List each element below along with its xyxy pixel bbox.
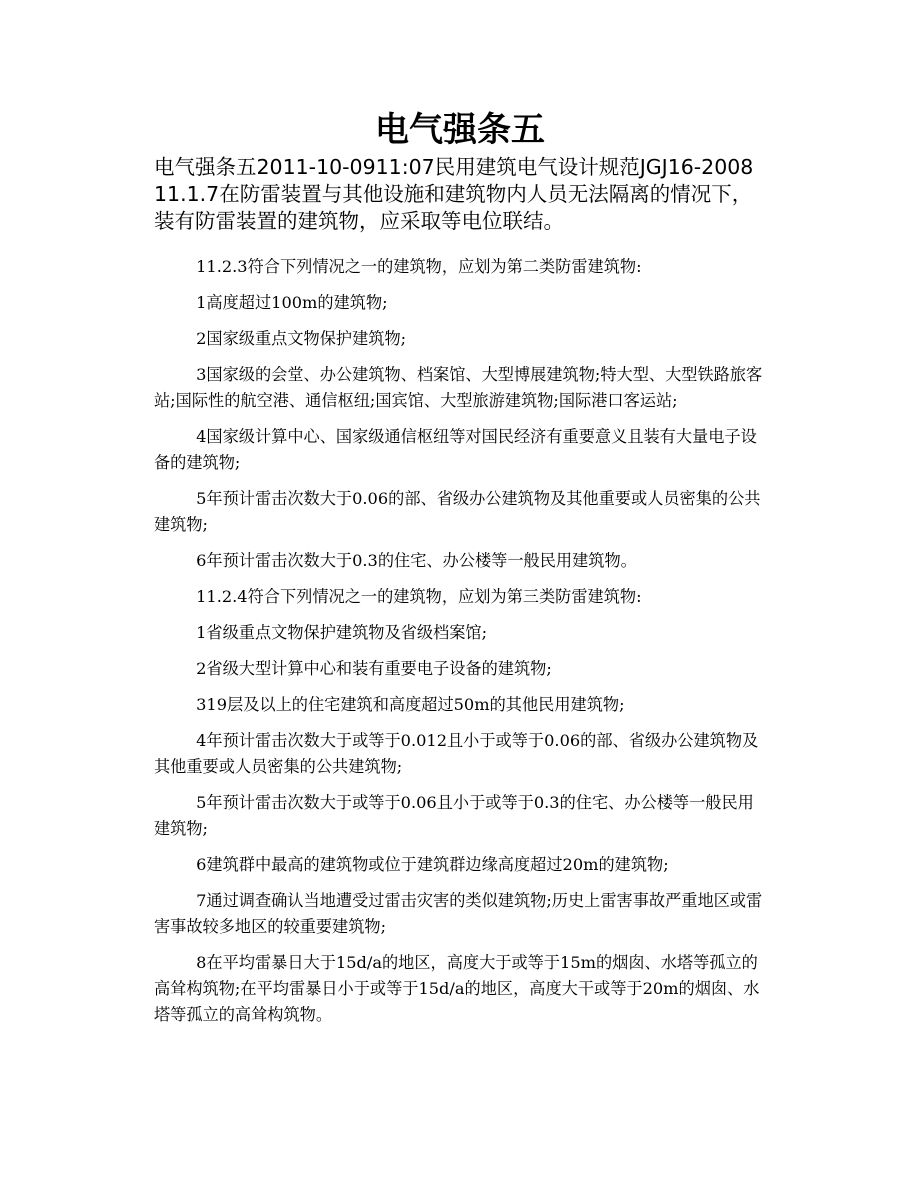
paragraph: 6年预计雷击次数大于0.3的住宅、办公楼等一般民用建筑物。 — [196, 551, 637, 570]
document-title: 电气强条五 — [375, 110, 545, 150]
paragraph: 6建筑群中最高的建筑物或位于建筑群边缘高度超过20m的建筑物; — [196, 855, 669, 874]
paragraph: 319层及以上的住宅建筑和高度超过50m的其他民用建筑物; — [196, 695, 625, 714]
document-body — [154, 254, 766, 1038]
paragraph: 1省级重点文物保护建筑物及省级档案馆; — [196, 623, 488, 642]
paragraph: 1高度超过100m的建筑物; — [196, 293, 388, 312]
paragraph: 2省级大型计算中心和装有重要电子设备的建筑物; — [196, 659, 552, 678]
paragraph: 3国家级的会堂、办公建筑物、档案馆、大型博展建筑物;特大型、大型铁路旅客站;国际性的航空港、通信枢纽;国宾馆、大型旅游建筑物;国际港口客运站; — [154, 365, 763, 410]
paragraph: 4国家级计算中心、国家级通信枢纽等对国民经济有重要意义且装有大量电子设备的建筑物; — [154, 427, 757, 472]
paragraph: 11.2.4符合下列情况之一的建筑物，应划为第三类防雷建筑物: — [196, 587, 642, 606]
paragraph: 2国家级重点文物保护建筑物; — [196, 329, 407, 348]
paragraph: 5年预计雷击次数大于或等于0.06且小于或等于0.3的住宅、办公楼等一般民用建筑物; — [154, 793, 754, 838]
paragraph: 11.2.3符合下列情况之一的建筑物，应划为第二类防雷建筑物: — [196, 257, 642, 276]
paragraph: 4年预计雷击次数大于或等于0.012且小于或等于0.06的部、省级办公建筑物及其他重要或人员密集的公共建筑物; — [154, 731, 759, 776]
paragraph: 8在平均雷暴日大于15d/a的地区，高度大于或等于15m的烟囱、水塔等孤立的高耸构筑物;在平均雷暴日小于或等于15d/a的地区，高度大干或等于20m的烟囱、水塔等孤立的高耸构筑物。 — [154, 953, 760, 1024]
paragraph: 7通过调查确认当地遭受过雷击灾害的类似建筑物;历史上雷害事故严重地区或雷害事故较多地区的较重要建筑物; — [154, 891, 763, 936]
lead-paragraph: 电气强条五2011-10-0911:07民用建筑电气设计规范JGJ16-200811.1.7在防雷装置与其他设施和建筑物内人员无法隔离的情况下，装有防雷装置的建筑物，应采取等电位联结。 — [154, 155, 754, 233]
paragraph: 5年预计雷击次数大于0.06的部、省级办公建筑物及其他重要或人员密集的公共建筑物; — [154, 489, 761, 534]
